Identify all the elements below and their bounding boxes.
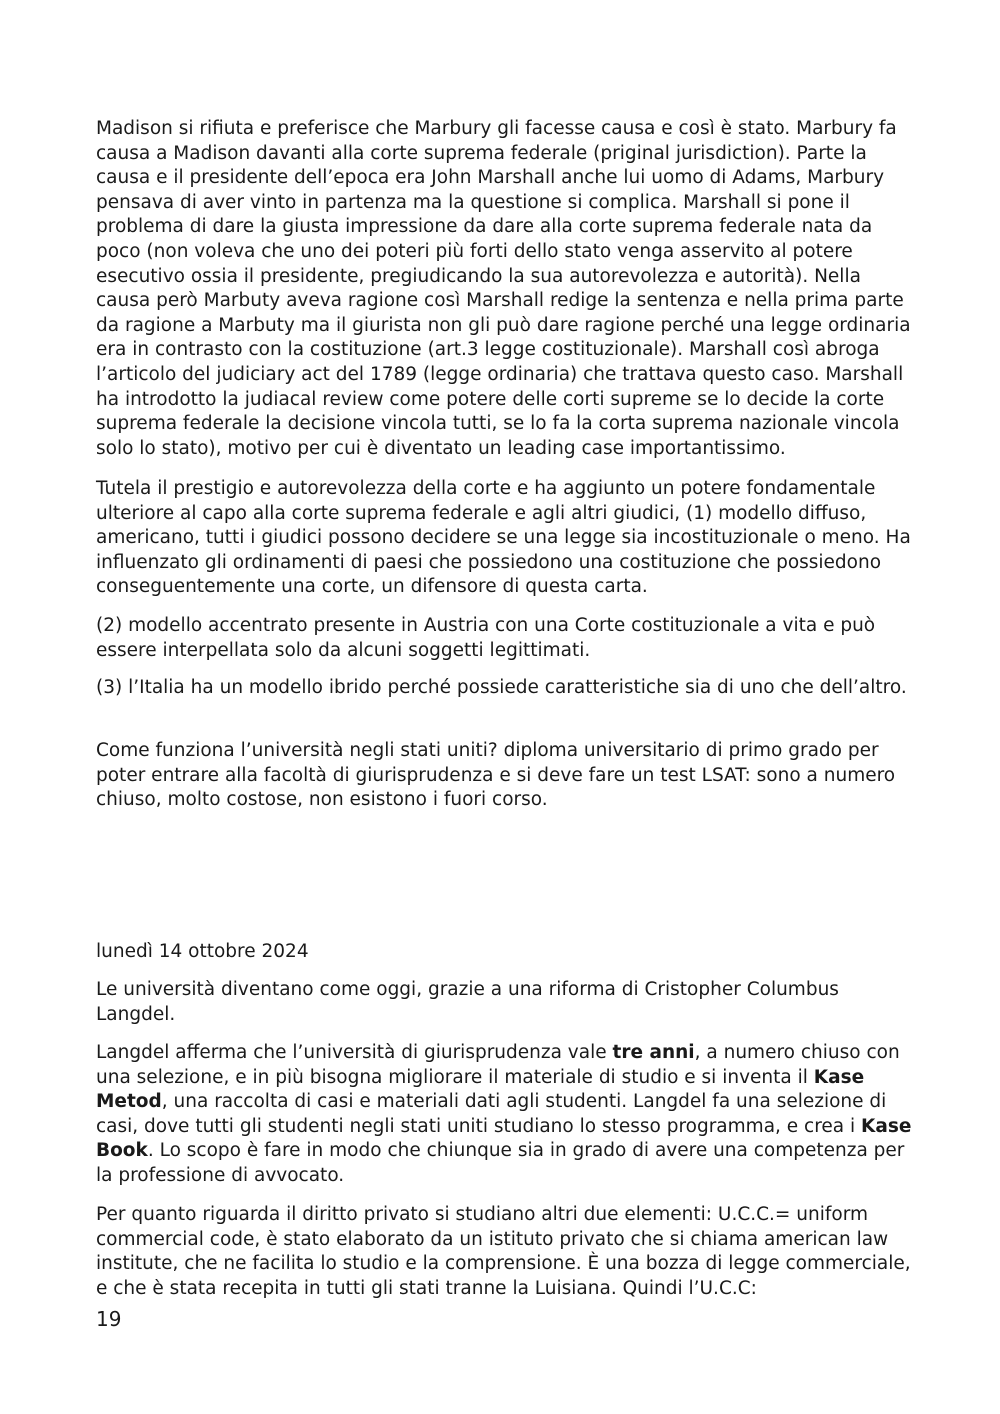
date-heading: lunedì 14 ottobre 2024 [96, 941, 309, 962]
bold-tre-anni: tre anni [612, 1042, 695, 1063]
paragraph-langdel: Langdel afferma che l’università di giurisprudenza vale tre anni, a numero chiuso con una selezione, e in più bisogna migliorare il materiale di studio e si inventa il Kase Metod, una raccolta di casi e materiali dati agli studenti. Langdel fa una selezione di casi, dove tutti gli studenti negli stati uniti studiano lo stesso programma, e crea i Kase Book. Lo scopo è fare in modo che chiunque sia in grado di avere una competenza per la professione di avvocato. [96, 1042, 912, 1186]
page-number: 19 [96, 1307, 122, 1331]
paragraph-judicial-review: Tutela il prestigio e autorevolezza della corte e ha aggiunto un potere fondamentale ulteriore al capo alla corte suprema federale e agli altri giudici, (1) modello diffuso, americano, tutti i giudici possono decidere se una legge sia incostituzionale o meno. Ha influenzato gli ordinamenti di paesi che possiedono una costituzione che possiedono conseguentemente una corte, un difensore di questa carta. [96, 478, 911, 598]
paragraph-modello-accentrato: (2) modello accentrato presente in Austria con una Corte costituzionale a vita e può essere interpellata solo da alcuni soggetti legittimati. [96, 615, 876, 661]
paragraph-universita-usa: Come funziona l’università negli stati uniti? diploma universitario di primo grado per poter entrare alla facoltà di giurisprudenza e si deve fare un test LSAT: sono a numero chiuso, molto costose, non esistono i fuori corso. [96, 740, 896, 811]
paragraph-modello-ibrido: (3) l’Italia ha un modello ibrido perché possiede caratteristiche sia di uno che dell’altro. [96, 677, 907, 698]
paragraph-marbury-case: Madison si rifiuta e preferisce che Marbury gli facesse causa e così è stato. Marbury fa causa a Madison davanti alla corte suprema federale (priginal jurisdiction). Parte la causa e il presidente dell’epoca era John Marshall anche lui uomo di Adams, Marbury pensava di aver vinto in partenza ma la questione si complica. Marshall si pone il problema di dare la giusta impressione da dare alla corte suprema federale nata da poco (non voleva che uno dei poteri più forti dello stato venga asservito al potere esecutivo ossia il presidente, pregiudicando la sua autorevolezza e autorità). Nella causa però Marbuty aveva ragione così Marshall redige la sentenza e nella prima parte da ragione a Marbuty ma il giurista non gli può dare ragione perché una legge ordinaria era in contrasto con la costituzione (art.3 legge costituzionale). Marshall così abroga l’articolo del judiciary act del 1789 (legge ordinaria) che trattava questo caso. Marshall ha introdotto la judiacal review come potere delle corti supreme se lo decide la corte suprema federale la decisione vincola tutti, se lo fa la corta suprema nazionale vincola solo lo stato), motivo per cui è diventato un leading case importantissimo. [96, 118, 911, 459]
paragraph-ucc: Per quanto riguarda il diritto privato si studiano altri due elementi: U.C.C.= uniform commercial code, è stato elaborato da un istituto privato che si chiama american law institute, che ne facilita lo studio e la comprensione. È una bozza di legge commerciale, e che è stata recepita in tutti gli stati tranne la Luisiana. Quindi l’U.C.C: [96, 1204, 911, 1299]
paragraph-riforma: Le università diventano come oggi, grazie a una riforma di Cristopher Columbus Langdel. [96, 979, 839, 1025]
bold-kase-metod: Kase Metod [96, 1066, 865, 1113]
bold-kase-book: Kase Book [96, 1115, 912, 1162]
